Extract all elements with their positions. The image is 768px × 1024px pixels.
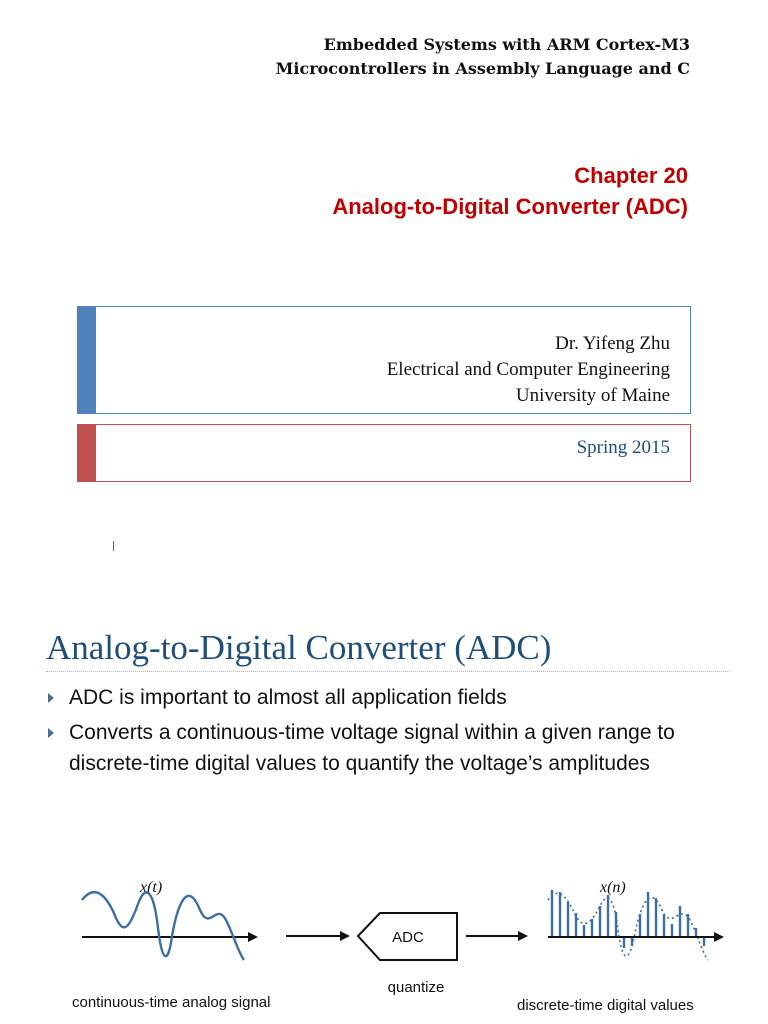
book-title-line2: Microcontrollers in Assembly Language and C — [275, 59, 690, 78]
author-box — [77, 306, 691, 414]
author-university: University of Maine — [515, 385, 670, 406]
sampled-envelope — [548, 893, 708, 960]
output-symbol: x(n) — [600, 879, 626, 896]
bullet-text: Converts a continuous-time voltage signal within a given range to discrete-time digital values to quantify the voltage’s amplitudes — [69, 721, 675, 775]
book-title-line1: Embedded Systems with ARM Cortex-M3 — [323, 35, 690, 54]
author-name: Dr. Yifeng Zhu — [555, 333, 670, 354]
term-label: Spring 2015 — [576, 437, 670, 458]
slide-title: Analog-to-Digital Converter (ADC) — [46, 628, 552, 667]
analog-waveform — [82, 892, 244, 960]
term-box — [77, 424, 691, 482]
output-caption: discrete-time digital values — [517, 997, 694, 1014]
content-slide — [0, 580, 768, 1024]
sample-stems — [552, 890, 704, 948]
author-box-accent-bar — [78, 307, 96, 413]
author-info — [387, 331, 670, 409]
chapter-number: Chapter 20 — [574, 163, 688, 188]
adc-block — [358, 913, 457, 996]
chapter-title: Analog-to-Digital Converter (ADC) — [332, 194, 688, 219]
digital-signal-group — [517, 879, 722, 1014]
input-caption: continuous-time analog signal — [72, 994, 271, 1011]
analog-signal-group — [72, 879, 270, 1011]
input-symbol: x(t) — [140, 879, 163, 896]
adc-block-caption: quantize — [387, 979, 445, 996]
chapter-heading — [332, 160, 688, 222]
author-department: Electrical and Computer Engineering — [386, 359, 670, 380]
bullet-text: ADC is important to almost all application fields — [69, 686, 507, 709]
term-box-accent-bar — [78, 425, 96, 481]
book-title — [276, 33, 690, 81]
adc-block-label: ADC — [392, 929, 424, 946]
cursor-mark — [113, 541, 114, 551]
adc-diagram — [0, 580, 768, 1024]
